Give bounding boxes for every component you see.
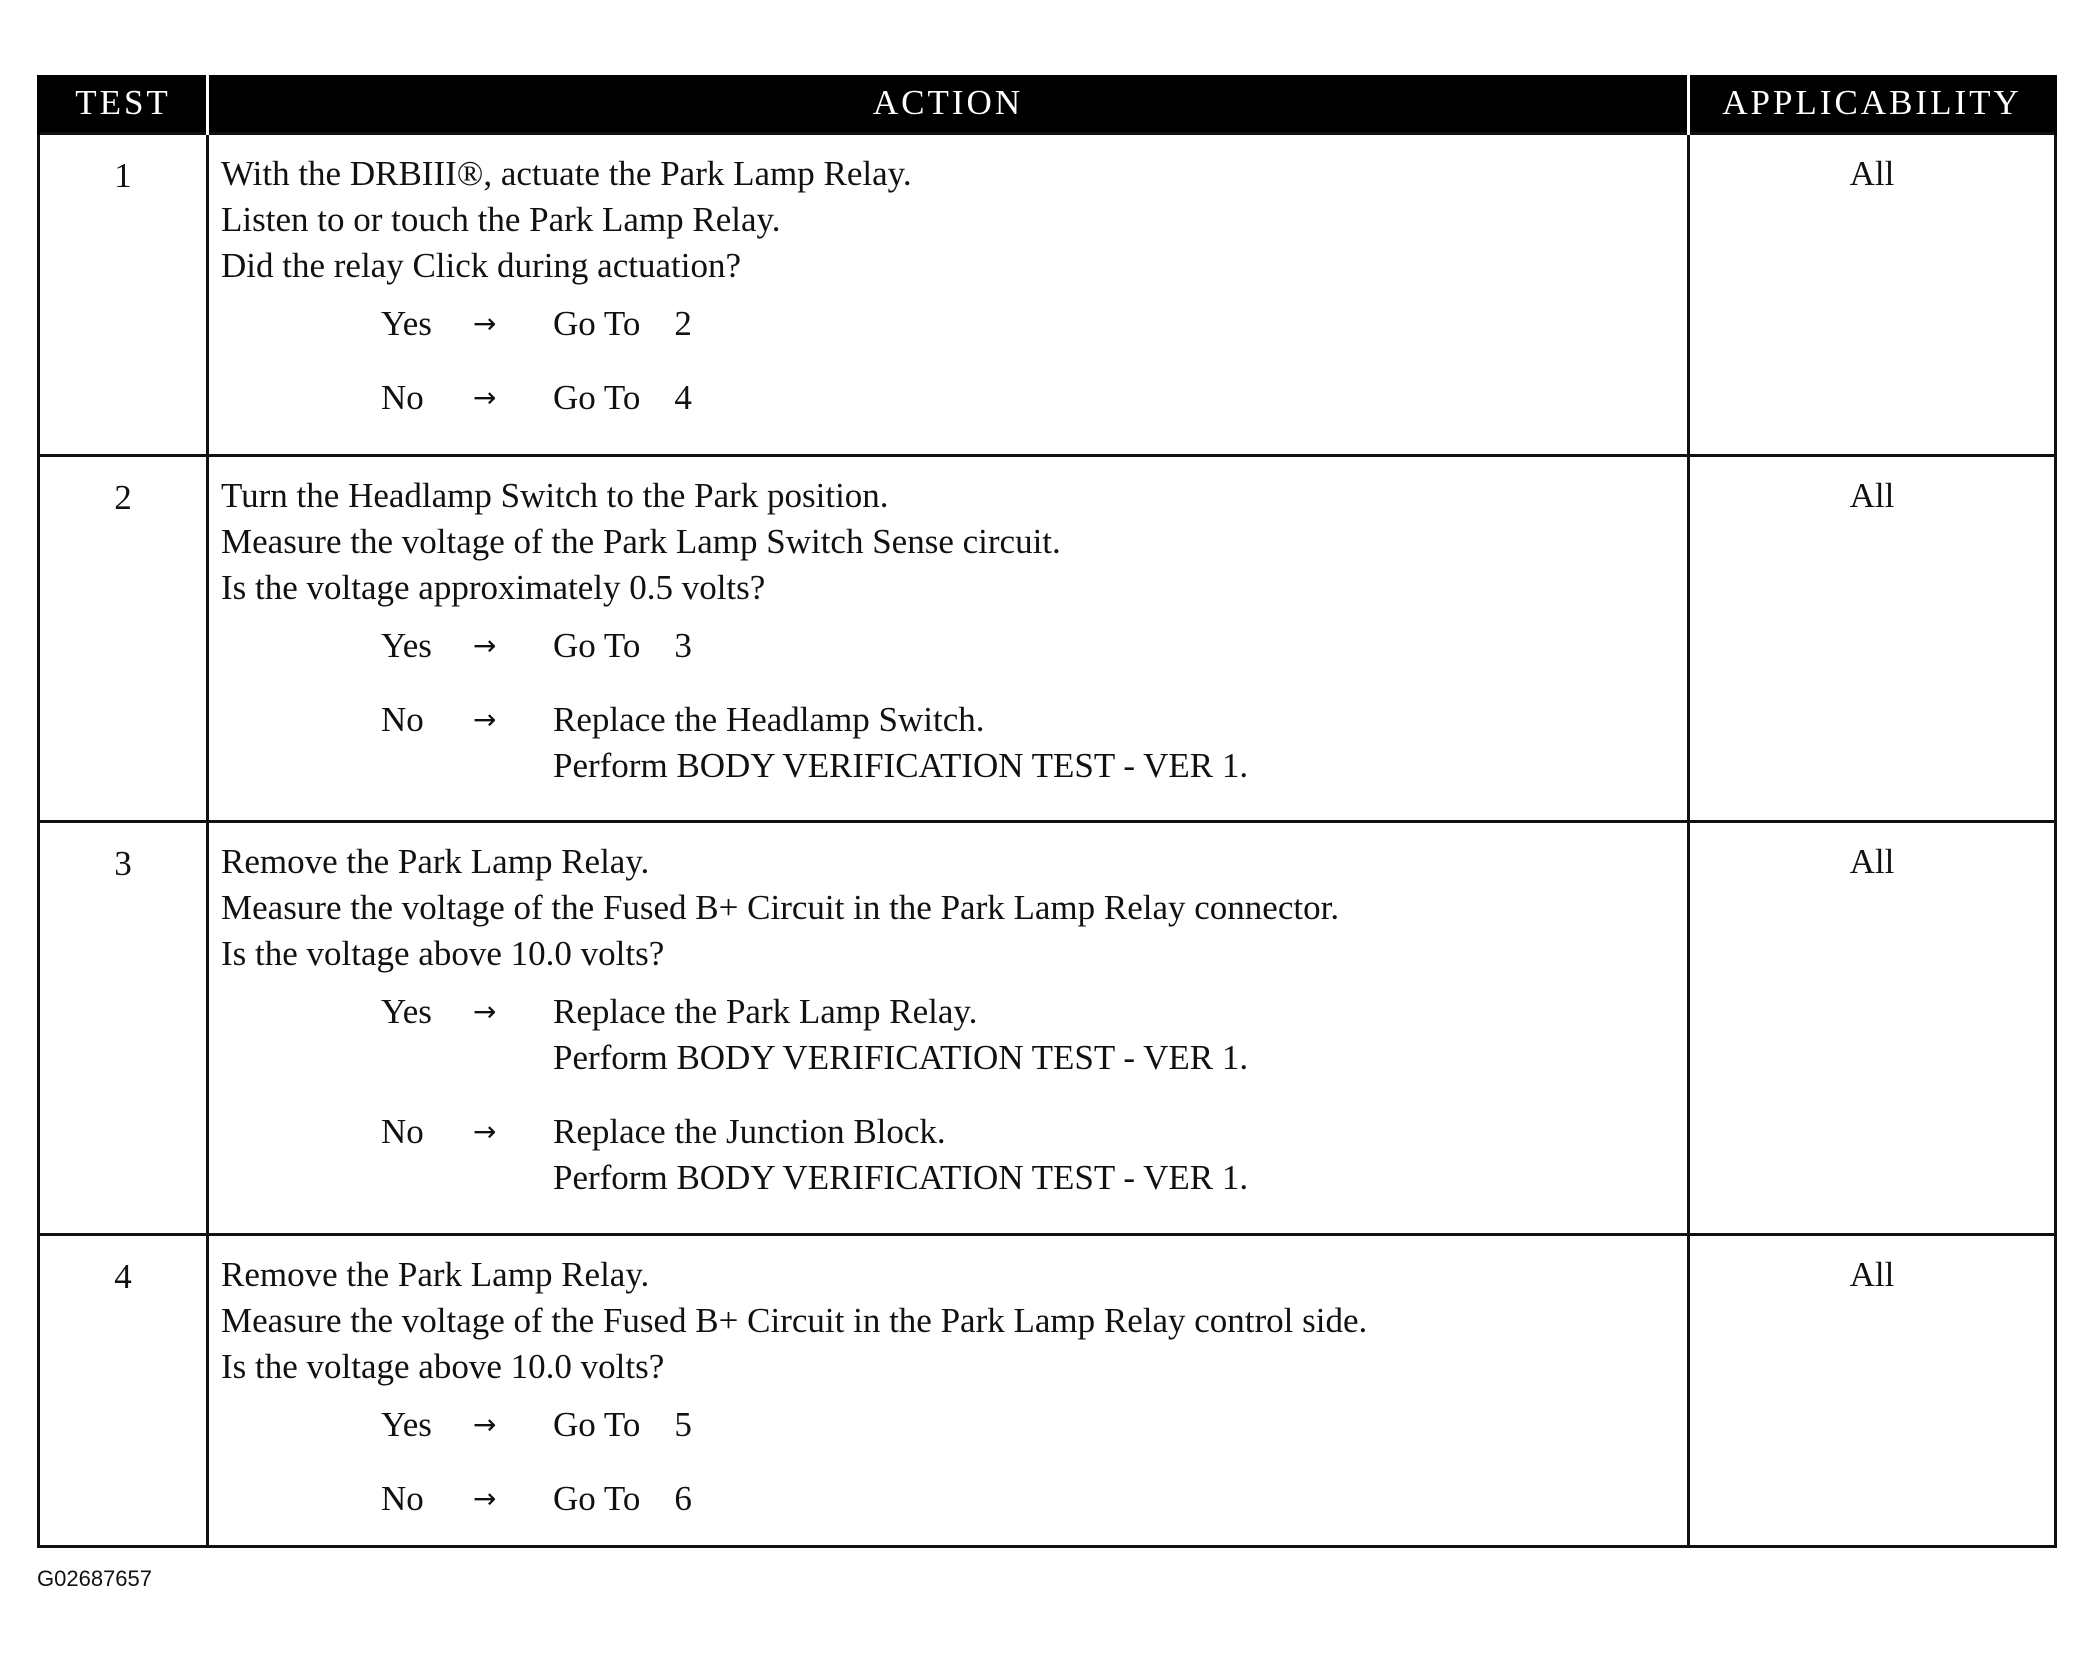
right-arrow-icon: → <box>473 702 497 736</box>
action-line: Measure the voltage of the Fused B+ Circuit in the Park Lamp Relay connector. <box>221 887 1340 927</box>
right-arrow-icon: → <box>473 1407 497 1441</box>
figure-id: G02687657 <box>37 1566 152 1591</box>
branch-instructions <box>553 989 1677 1081</box>
test-number: 2 <box>39 455 208 821</box>
branch-label: Yes <box>381 1404 432 1444</box>
goto-label: Go To <box>553 377 641 417</box>
right-arrow-icon: → <box>473 1114 497 1148</box>
instruction-line: Perform BODY VERIFICATION TEST - VER 1. <box>553 1037 1249 1077</box>
branch-list <box>221 1402 1677 1522</box>
action-line: Measure the voltage of the Park Lamp Switch Sense circuit. <box>221 521 1061 561</box>
table-row-test-2 <box>39 455 2056 821</box>
action-cell <box>208 133 1689 455</box>
branch-label: Yes <box>381 303 432 343</box>
branch-instructions <box>553 697 1677 789</box>
branch-label: Yes <box>381 991 432 1031</box>
action-cell <box>208 821 1689 1234</box>
goto-target: 6 <box>674 1478 692 1518</box>
goto-label: Go To <box>553 625 641 665</box>
branch-no <box>221 1476 1677 1522</box>
test-number: 1 <box>39 133 208 455</box>
table-row-test-3 <box>39 821 2056 1234</box>
right-arrow-icon: → <box>473 380 497 414</box>
instruction-line: Replace the Headlamp Switch. <box>553 699 985 739</box>
goto-label: Go To <box>553 303 641 343</box>
branch-yes <box>221 301 1677 347</box>
action-line: With the DRBIII®, actuate the Park Lamp Relay. <box>221 153 912 193</box>
goto-label: Go To <box>553 1404 641 1444</box>
branch-goto <box>553 1476 1677 1522</box>
right-arrow-icon: → <box>473 1481 497 1515</box>
action-line: Remove the Park Lamp Relay. <box>221 1254 650 1294</box>
applicability-value: All <box>1689 455 2056 821</box>
branch-yes <box>221 1402 1677 1448</box>
test-number: 4 <box>39 1234 208 1546</box>
goto-target: 2 <box>674 303 692 343</box>
branch-no <box>221 375 1677 421</box>
goto-target: 3 <box>674 625 692 665</box>
header-applicability: APPLICABILITY <box>1689 75 2056 133</box>
instruction-line: Replace the Park Lamp Relay. <box>553 991 978 1031</box>
header-test: TEST <box>39 75 208 133</box>
header-action: ACTION <box>208 75 1689 133</box>
branch-yes <box>221 623 1677 669</box>
action-cell <box>208 1234 1689 1546</box>
goto-target: 4 <box>674 377 692 417</box>
table-header-row <box>39 75 2056 133</box>
instruction-line: Replace the Junction Block. <box>553 1111 946 1151</box>
applicability-value: All <box>1689 133 2056 455</box>
diagnostic-table-container <box>37 75 2054 1548</box>
branch-list <box>221 623 1677 789</box>
branch-label: Yes <box>381 625 432 665</box>
branch-list <box>221 301 1677 421</box>
branch-no <box>221 1109 1677 1201</box>
branch-instructions <box>553 1109 1677 1201</box>
diagnostic-test-table <box>37 75 2057 1548</box>
action-line: Measure the voltage of the Fused B+ Circuit in the Park Lamp Relay control side. <box>221 1300 1368 1340</box>
table-row-test-4 <box>39 1234 2056 1546</box>
instruction-line: Perform BODY VERIFICATION TEST - VER 1. <box>553 745 1249 785</box>
branch-goto <box>553 1402 1677 1448</box>
branch-label: No <box>381 1111 424 1151</box>
right-arrow-icon: → <box>473 994 497 1028</box>
action-line: Turn the Headlamp Switch to the Park position. <box>221 475 889 515</box>
goto-target: 5 <box>674 1404 692 1444</box>
instruction-line: Perform BODY VERIFICATION TEST - VER 1. <box>553 1157 1249 1197</box>
branch-list <box>221 989 1677 1201</box>
action-question: Did the relay Click during actuation? <box>221 245 741 285</box>
branch-goto <box>553 375 1677 421</box>
applicability-value: All <box>1689 1234 2056 1546</box>
branch-goto <box>553 623 1677 669</box>
action-line: Remove the Park Lamp Relay. <box>221 841 650 881</box>
branch-goto <box>553 301 1677 347</box>
branch-label: No <box>381 699 424 739</box>
applicability-value: All <box>1689 821 2056 1234</box>
action-question: Is the voltage above 10.0 volts? <box>221 933 665 973</box>
branch-label: No <box>381 1478 424 1518</box>
action-question: Is the voltage approximately 0.5 volts? <box>221 567 766 607</box>
goto-label: Go To <box>553 1478 641 1518</box>
table-row-test-1 <box>39 133 2056 455</box>
action-line: Listen to or touch the Park Lamp Relay. <box>221 199 781 239</box>
branch-no <box>221 697 1677 789</box>
branch-label: No <box>381 377 424 417</box>
branch-yes <box>221 989 1677 1081</box>
action-cell <box>208 455 1689 821</box>
test-number: 3 <box>39 821 208 1234</box>
right-arrow-icon: → <box>473 306 497 340</box>
right-arrow-icon: → <box>473 628 497 662</box>
action-question: Is the voltage above 10.0 volts? <box>221 1346 665 1386</box>
